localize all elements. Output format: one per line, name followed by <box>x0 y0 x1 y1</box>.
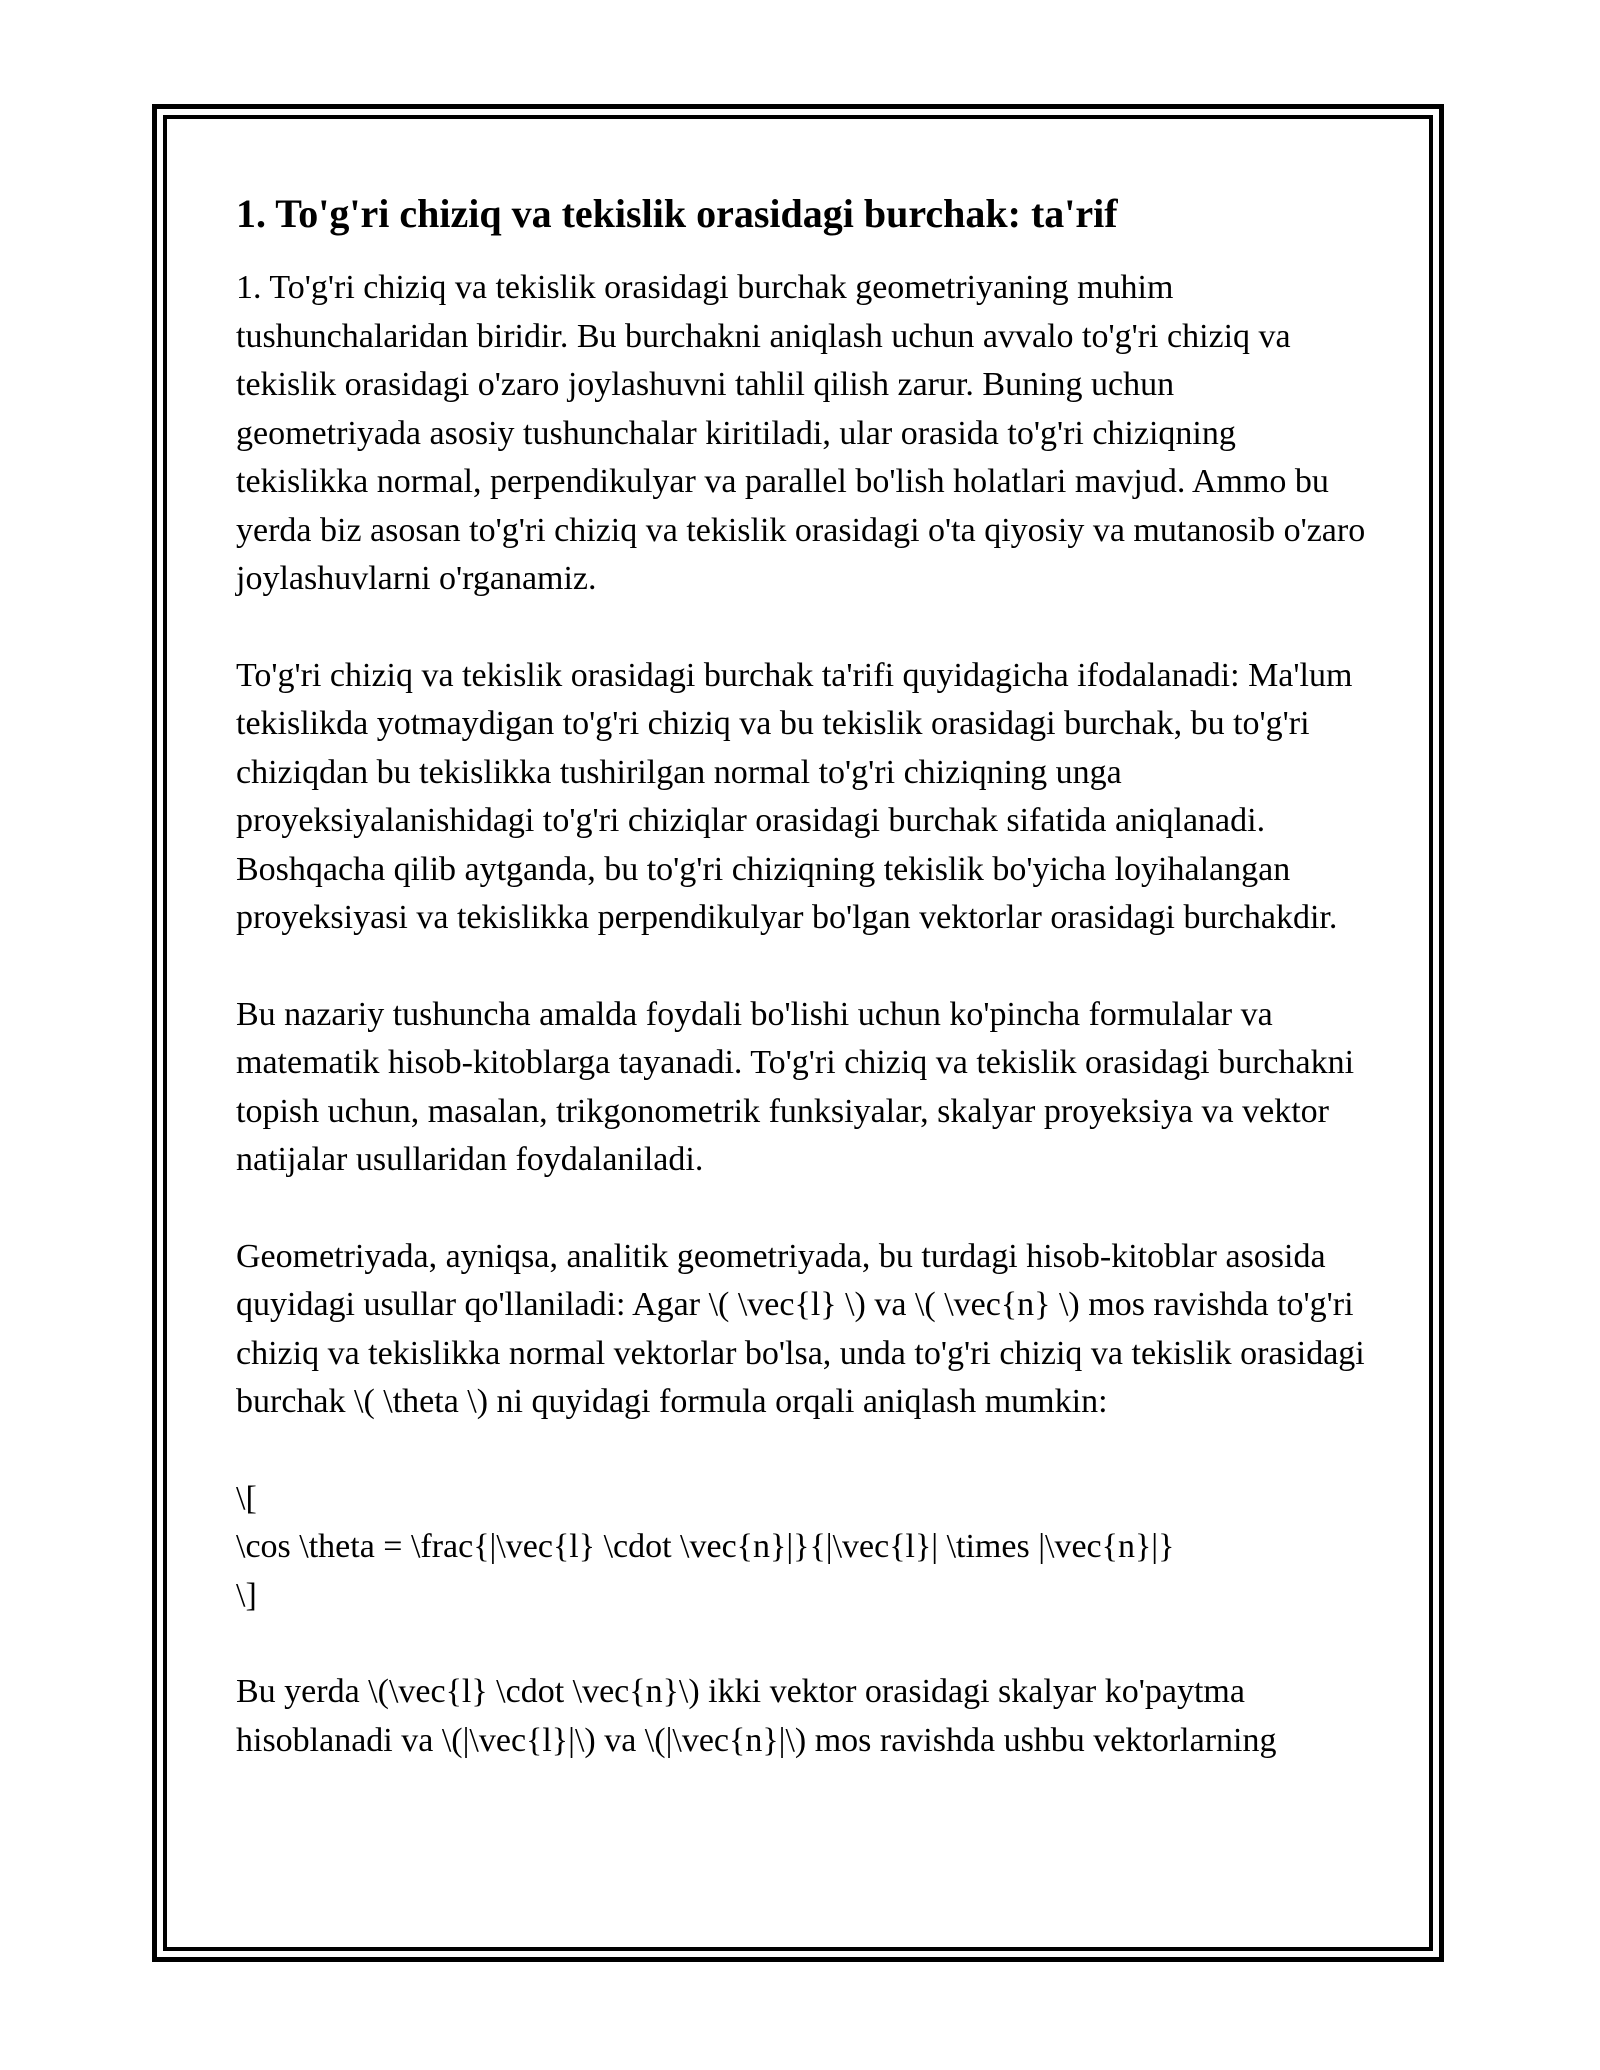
document-body <box>236 186 1366 1813</box>
paragraph-explanation: Bu yerda \(\vec{l} \cdot \vec{n}\) ikki vektor orasidagi skalyar ko'paytma hisoblanadi va \(|\vec{l}|\) va \(|\vec{n}|\) mos ravishda ushbu vektorlarning <box>236 1673 1277 1759</box>
paragraph-formula-intro: Geometriyada, ayniqsa, analitik geometriyada, bu turdagi hisob-kitoblar asosida quyidagi usullar qo'llaniladi: Agar \( \vec{l} \) va \( \vec{n} \) mos ravishda to'g'ri chiziq va tekislikka normal vektorlar bo'lsa, unda to'g'ri chiziq va tekislik orasidagi burchak \( \theta \) ni quyidagi formula orqali aniqlash mumkin: <box>236 1237 1365 1420</box>
section-heading: 1. To'g'ri chiziq va tekislik orasidagi burchak: ta'rif <box>236 191 1118 236</box>
paragraph-practical: Bu nazariy tushuncha amalda foydali bo'lishi uchun ko'pincha formulalar va matematik hisob-kitoblarga tayanadi. To'g'ri chiziq va tekislik orasidagi burchakni topish uchun, masalan, trikgonometrik funksiyalar, skalyar proyeksiya va vektor natijalar usullaridan foydalaniladi. <box>236 995 1355 1178</box>
paragraph-intro: 1. To'g'ri chiziq va tekislik orasidagi burchak geometriyaning muhim tushunchalaridan biridir. Bu burchakni aniqlash uchun avvalo to'g'ri chiziq va tekislik orasidagi o'zaro joylashuvni tahlil qilish zarur. Buning uchun geometriyada asosiy tushunchalar kiritiladi, ular orasida to'g'ri chiziqning tekislikka normal, perpendikulyar va parallel bo'lish holatlari mavjud. Ammo bu yerda biz asosan to'g'ri chiziq va tekislik orasidagi o'ta qiyosiy va mutanosib o'zaro joylashuvlarni o'rganamiz. <box>236 269 1366 597</box>
formula-block: \[ \cos \theta = \frac{|\vec{l} \cdot \vec{n}|}{|\vec{l}| \times |\vec{n}|} \] <box>236 1479 1175 1614</box>
paragraph-definition: To'g'ri chiziq va tekislik orasidagi burchak ta'rifi quyidagicha ifodalanadi: Ma'lum tekislikda yotmaydigan to'g'ri chiziq va bu tekislik orasidagi burchak, bu to'g'ri chiziqdan bu tekislikka tushirilgan normal to'g'ri chiziqning unga proyeksiyalanishidagi to'g'ri chiziqlar orasidagi burchak sifatida aniqlanadi. Boshqacha qilib aytganda, bu to'g'ri chiziqning tekislik bo'yicha loyihalangan proyeksiyasi va tekislikka perpendikulyar bo'lgan vektorlar orasidagi burchakdir. <box>236 656 1353 936</box>
